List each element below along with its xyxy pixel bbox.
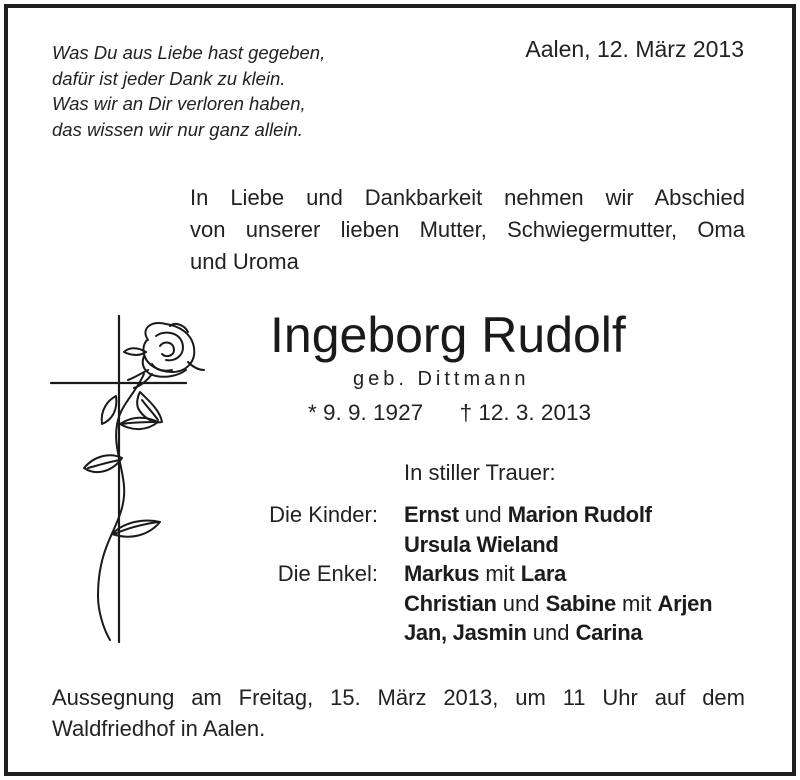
person-name: Sabine xyxy=(545,590,616,616)
person-name: Lara xyxy=(520,561,567,586)
child-entry xyxy=(404,530,712,560)
deceased-name: Ingeborg Rudolf xyxy=(270,307,626,363)
person-name: Carina xyxy=(575,620,643,645)
grandchildren-label: Die Enkel: xyxy=(277,561,378,586)
name-connector: mit xyxy=(615,590,658,616)
grandchild-entry xyxy=(404,559,712,589)
person-name: Marion Rudolf xyxy=(507,502,652,527)
intro-text xyxy=(190,182,745,278)
family-labels xyxy=(200,500,378,589)
person-name: Christian xyxy=(404,590,497,616)
mourning-heading: In stiller Trauer: xyxy=(404,460,556,485)
poem xyxy=(52,40,325,142)
grandchild-entry xyxy=(404,618,712,648)
name-connector: und xyxy=(458,502,508,527)
death-date: † 12. 3. 2013 xyxy=(459,400,591,425)
person-name: Ernst xyxy=(404,502,459,527)
name-connector: mit xyxy=(479,561,521,586)
person-name: Arjen xyxy=(657,590,713,616)
intro-line: von unserer lieben Mutter, Schwiegermutter, Oma xyxy=(190,217,745,242)
service-notice xyxy=(52,682,745,744)
life-dates xyxy=(308,400,591,426)
service-line: Aussegnung am Freitag, 15. März 2013, um 11 Uhr auf dem xyxy=(52,685,745,710)
birth-date: * 9. 9. 1927 xyxy=(308,400,424,425)
service-line: Waldfriedhof in Aalen. xyxy=(52,716,266,741)
child-entry xyxy=(404,500,712,530)
intro-line: In Liebe und Dankbarkeit nehmen wir Abschied xyxy=(190,185,745,210)
intro-line: und Uroma xyxy=(190,249,299,274)
poem-line: Was Du aus Liebe hast gegeben, xyxy=(52,42,326,63)
maiden-name: geb. Dittmann xyxy=(353,368,530,390)
name-connector: und xyxy=(526,620,576,645)
grandchild-entry xyxy=(404,589,712,619)
poem-line: das wissen wir nur ganz allein. xyxy=(52,118,303,140)
poem-line: dafür ist jeder Dank zu klein. xyxy=(52,67,286,89)
cross-with-rose-icon xyxy=(48,312,208,644)
person-name: Jan, Jasmin xyxy=(404,620,527,645)
person-name: Markus xyxy=(404,561,480,586)
family-names xyxy=(404,500,712,648)
children-label: Die Kinder: xyxy=(269,502,378,527)
poem-line: Was wir an Dir verloren haben, xyxy=(52,93,306,114)
person-name: Ursula Wieland xyxy=(404,531,559,557)
name-connector: und xyxy=(496,590,546,616)
place-date: Aalen, 12. März 2013 xyxy=(525,36,744,62)
